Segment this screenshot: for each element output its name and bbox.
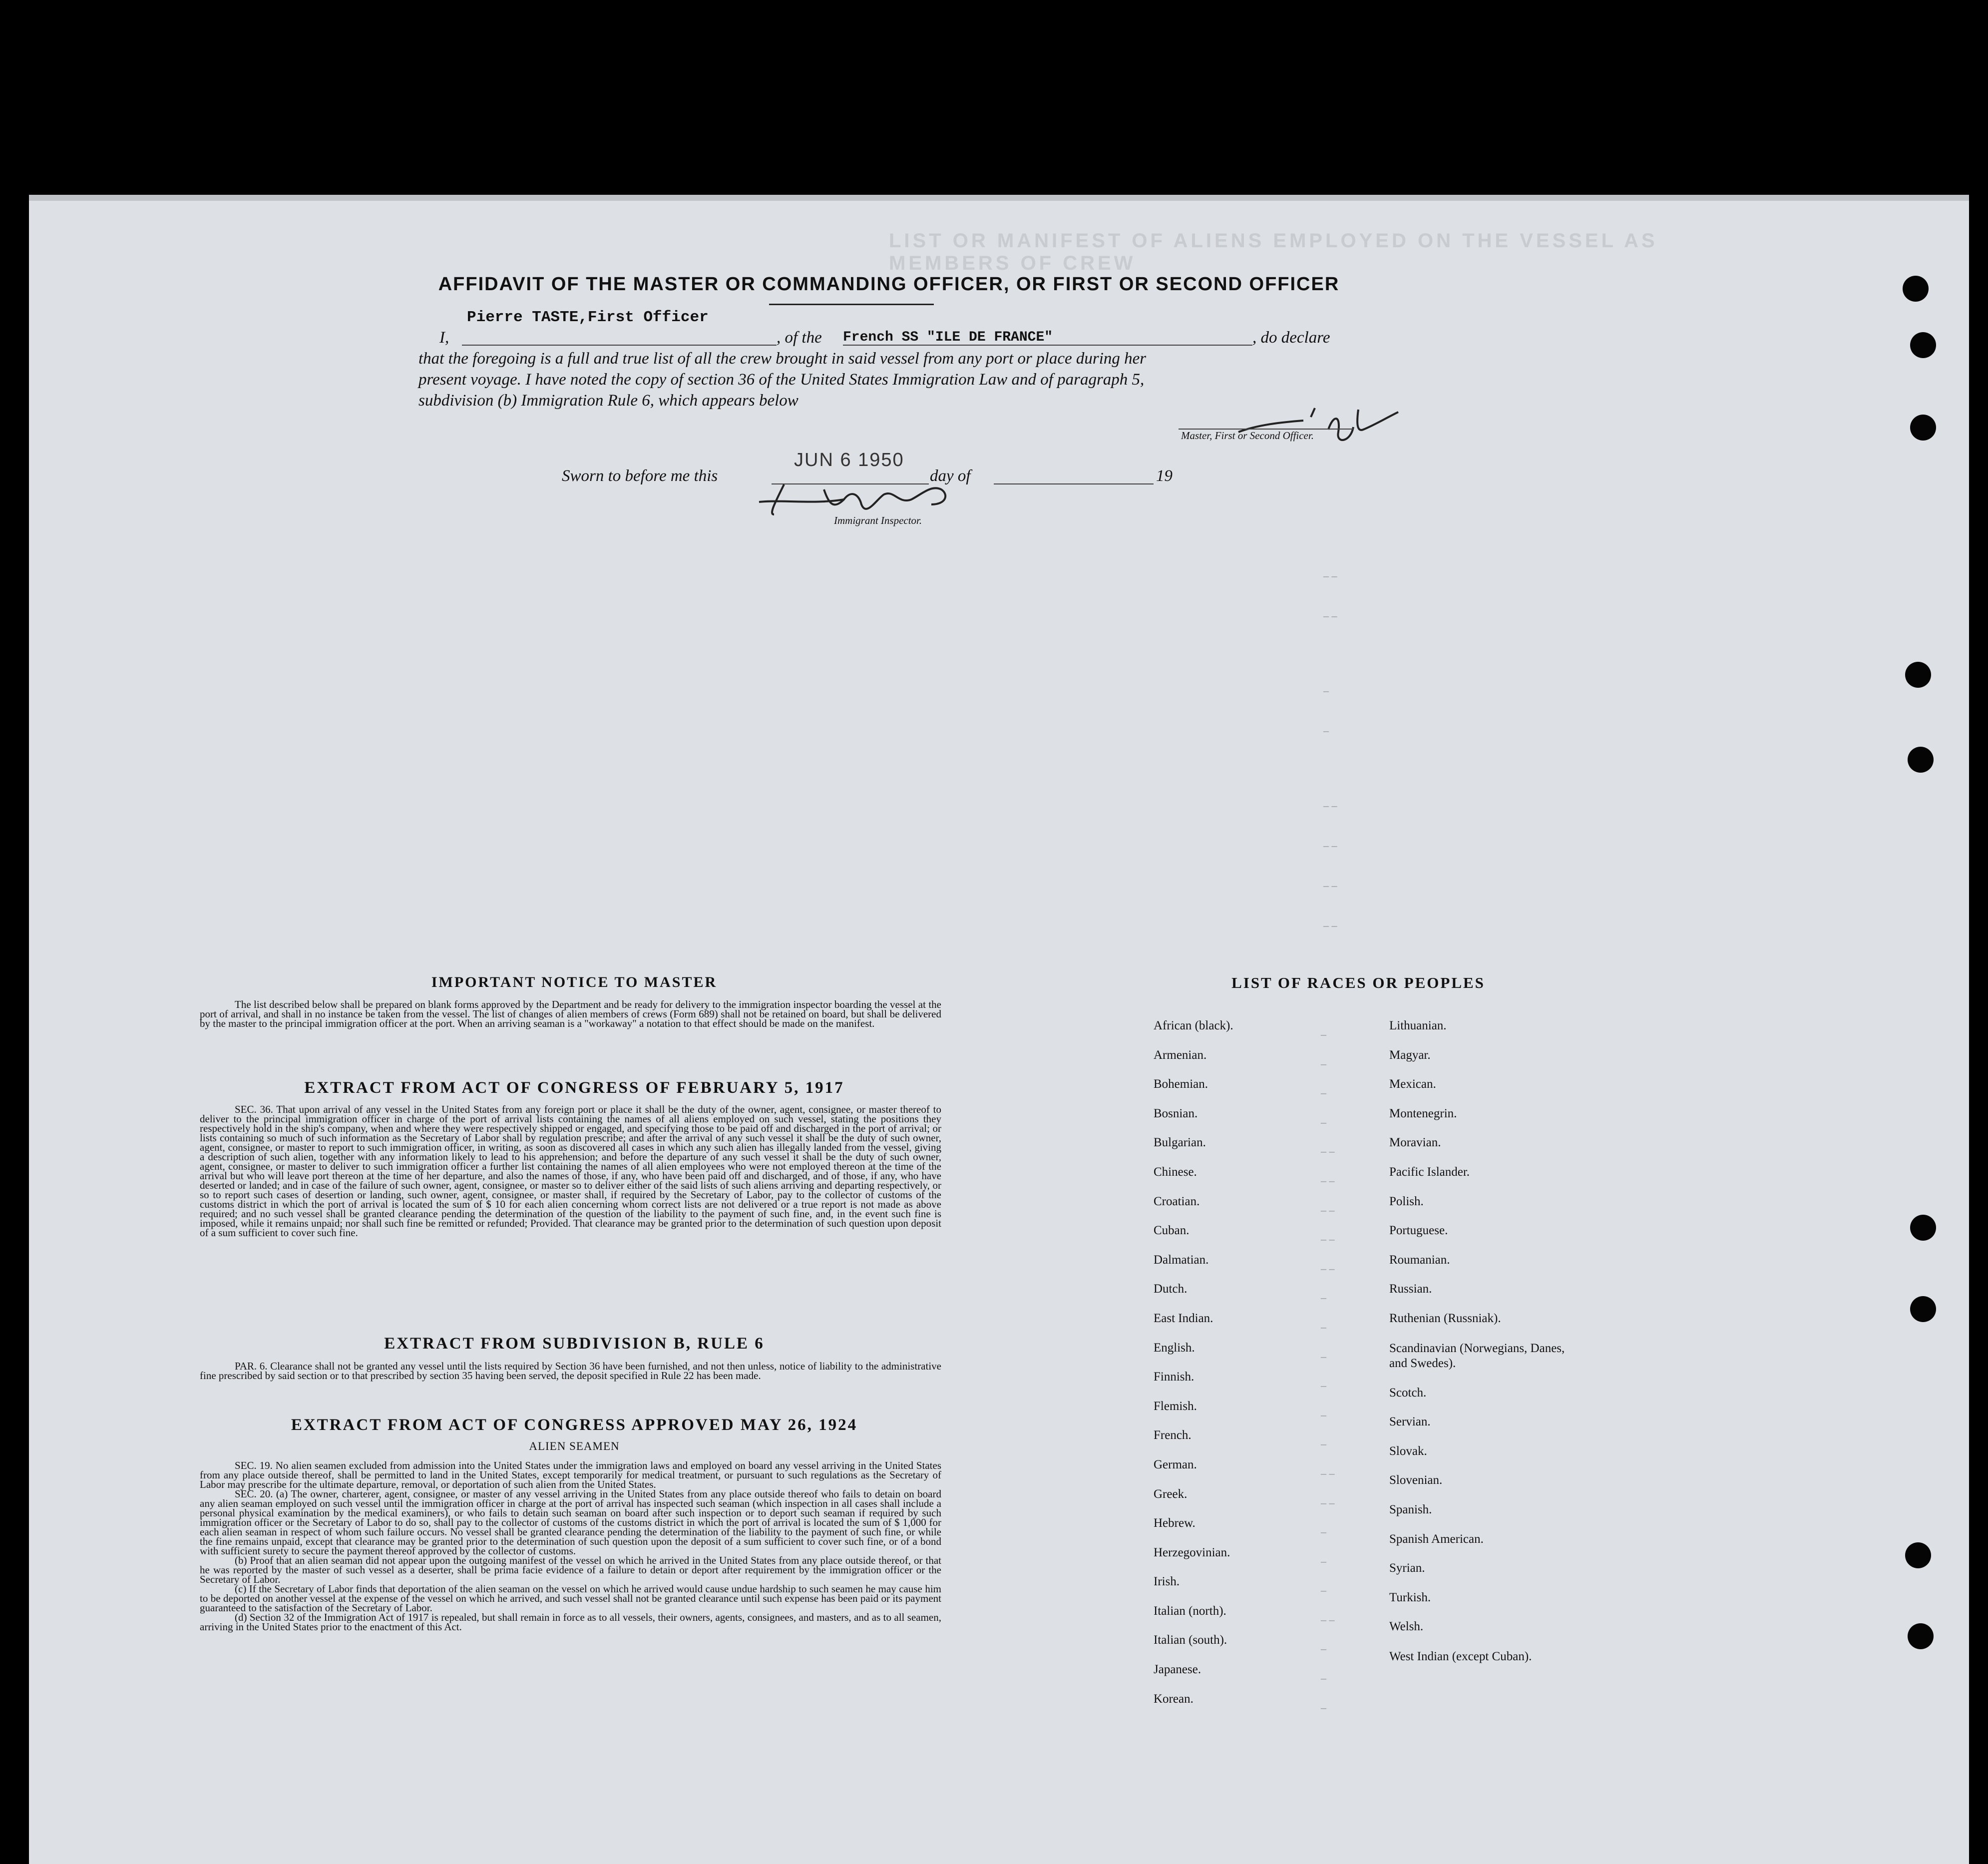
declaration-i: I, bbox=[439, 329, 449, 347]
race-item: Spanish American. bbox=[1389, 1532, 1484, 1546]
title-rule bbox=[769, 304, 934, 305]
race-item: East Indian. bbox=[1154, 1311, 1213, 1325]
race-item: Syrian. bbox=[1389, 1561, 1425, 1575]
notice-title: IMPORTANT NOTICE TO MASTER bbox=[431, 974, 718, 990]
races-title: LIST OF RACES OR PEOPLES bbox=[1231, 974, 1485, 991]
sworn-text: Sworn to before me this bbox=[562, 467, 718, 485]
race-item: Ruthenian (Russniak). bbox=[1389, 1311, 1501, 1325]
race-item: Moravian. bbox=[1389, 1136, 1441, 1150]
column-dash: – – bbox=[1323, 799, 1337, 812]
race-item: Slovak. bbox=[1389, 1444, 1427, 1458]
act-1924-sec-20c: (c) If the Secretary of Labor finds that deportation of the alien seaman on the vessel on which he arrived would cause undue hardship to such seamen he may cause him to be deported on another vessel at the expense of the vessel on which he arrived, and such vessel shall not be granted clearance until such expense has been paid or its payment guaranteed to the satisfaction of the Secretary of Labor. bbox=[200, 1583, 941, 1614]
race-column-dashes: – – – – – – – – – – – – – – – – – – – – – – – – – – – – – – – – bbox=[1321, 1028, 1335, 1714]
officer-name: Pierre TASTE,First Officer bbox=[467, 309, 709, 326]
vessel-blank bbox=[843, 345, 1252, 346]
notice-text: The list described below shall be prepared on blank forms approved by the Department and be ready for delivery to the immigration inspector boarding the vessel at the port of arrival, and shall in no instance be taken from the vessel. The list of changes of alien members of crews (Form 689) shall not be retained on board, but shall be delivered by the master to the principal immigration officer at the port. When an arriving seaman is a "workaway" a notation to that effect should be made on the manifest. bbox=[200, 998, 941, 1029]
name-blank bbox=[462, 345, 777, 346]
race-item: Italian (north). bbox=[1154, 1604, 1226, 1618]
race-item: Montenegrin. bbox=[1389, 1106, 1457, 1120]
act-1924-title: EXTRACT FROM ACT OF CONGRESS APPROVED MAY 26, 1924 bbox=[291, 1416, 858, 1434]
act-1924-sec-20a: SEC. 20. (a) The owner, charterer, agent, consignee, or master of any vessel arriving in the United States from any place outside thereof who fails to detain on board any alien seaman employed on such vessel until the immigration officer in charge at the port of arrival has inspected such seaman (which inspection in all cases shall include a personal physical examination by the medical examiners), or who fails to detain such seaman on board after such inspection or to deport such seaman if required by such immigration officer or the Secretary of Labor to do so, shall pay to the collector of customs of the customs district in which the port of arrival is located the sum of $ 1,000 for each alien seaman in respect of whom such failure occurs. No vessel shall be granted clearance pending the determination of the liability to the payment of such fine, or while the fine remains unpaid, except that clearance may be granted prior to the determination of such question upon the deposit of a sum sufficient to cover such fine, or of a bond with sufficient surety to secure the payment thereof approved by the collector of customs. bbox=[200, 1488, 941, 1557]
column-dash: – – bbox=[1323, 569, 1337, 582]
act-1917-text: SEC. 36. That upon arrival of any vessel in the United States from any foreign port or place it shall be the duty of the owner, agent, consignee, or master thereof to deliver to the principal immigration officer in charge of the port of arrival lists containing the names of all aliens employed on such vessel, stating the positions they respectively hold in the ship's company, when and where they were respectively shipped or engaged, and specifying those to be paid off and discharged in the port of arrival; or lists containing so much of such information as the Secretary of Labor shall by regulation prescribe; and after the arrival of any such vessel it shall be the duty of such owner, agent, consignee, or master to report to such immigration officer, in writing, as soon as discovered all cases in which any such alien has illegally landed from the vessel, giving a description of such alien, together with any information likely to lead to his apprehension; and before the departure of any such vessel it shall be the duty of such owner, agent, consignee, or master to deliver to such immigration officer a further list containing the names of all alien employees who were not employed thereon at the time of the arrival but who will leave port thereon at the time of her departure, and also the names of those, if any, who have been paid off and discharged, and of those, if any, who have deserted or landed; and in case of the failure of such owner, agent, consignee, or master so to deliver either of the said lists of such aliens arriving and departing respectively, or so to report such cases of desertion or landing, such owner, agent, consignee, or master shall, if required by the Secretary of Labor, pay to the collector of customs of the customs district in which the port of arrival is located the sum of $ 10 for each alien concerning whom correct lists are not delivered or a true report is not made as above required; and no such vessel shall be granted clearance pending the determination of the question of the liability to the payment of such fine, and, in the event such fine is imposed, while it remains unpaid; nor shall such fine be remitted or refunded; Provided. That clearance may be granted prior to the determination of such question upon deposit of a sum sufficient to cover such fine. bbox=[200, 1103, 941, 1239]
sworn-day-of: day of bbox=[930, 467, 971, 485]
rule-6-title: EXTRACT FROM SUBDIVISION B, RULE 6 bbox=[384, 1335, 765, 1353]
column-dash: – – bbox=[1323, 609, 1337, 622]
declaration-of-the: , of the bbox=[777, 329, 822, 347]
race-item: Spanish. bbox=[1389, 1502, 1432, 1516]
race-item: Pacific Islander. bbox=[1389, 1165, 1470, 1179]
race-item: Greek. bbox=[1154, 1487, 1188, 1501]
punch-hole bbox=[1908, 747, 1934, 773]
race-item: English. bbox=[1154, 1341, 1195, 1355]
race-item: Scotch. bbox=[1389, 1386, 1427, 1399]
race-item: Mexican. bbox=[1389, 1077, 1436, 1091]
race-item: Armenian. bbox=[1154, 1048, 1207, 1062]
column-dash: – – bbox=[1323, 919, 1337, 932]
declaration-line-2: that the foregoing is a full and true list of all the crew brought in said vessel from any port or place during her bbox=[418, 350, 1147, 368]
race-item: Bosnian. bbox=[1154, 1106, 1198, 1120]
punch-hole bbox=[1908, 1623, 1934, 1649]
punch-hole bbox=[1903, 276, 1929, 302]
bleed-through-title: LIST OR MANIFEST OF ALIENS EMPLOYED ON THE VESSEL AS MEMBERS OF CREW bbox=[889, 230, 1658, 274]
punch-hole bbox=[1905, 1542, 1931, 1568]
race-item: Welsh. bbox=[1389, 1620, 1424, 1634]
races-right-column bbox=[1389, 1019, 1569, 1684]
race-item: Roumanian. bbox=[1389, 1253, 1450, 1267]
punch-hole bbox=[1905, 662, 1931, 688]
race-item: Flemish. bbox=[1154, 1399, 1197, 1413]
race-item: Dutch. bbox=[1154, 1282, 1188, 1296]
race-item: Bohemian. bbox=[1154, 1077, 1208, 1091]
race-item: Polish. bbox=[1389, 1194, 1424, 1208]
act-1924-subtitle: ALIEN SEAMEN bbox=[529, 1440, 620, 1452]
act-1924-text bbox=[200, 1461, 941, 1632]
race-item: Italian (south). bbox=[1154, 1633, 1227, 1647]
race-item: Russian. bbox=[1389, 1282, 1432, 1296]
punch-hole bbox=[1910, 1296, 1936, 1322]
date-stamp: JUN 6 1950 bbox=[794, 450, 904, 470]
declaration-do-declare: , do declare bbox=[1252, 329, 1330, 347]
column-dash: – – bbox=[1323, 839, 1337, 852]
race-item: Chinese. bbox=[1154, 1165, 1197, 1179]
act-1917-title: EXTRACT FROM ACT OF CONGRESS OF FEBRUARY 5, 1917 bbox=[304, 1079, 844, 1097]
sworn-year: 19 bbox=[1156, 467, 1173, 485]
race-item: Portuguese. bbox=[1389, 1224, 1448, 1238]
act-1924-sec-20d: (d) Section 32 of the Immigration Act of 1917 is repealed, but shall remain in force as to all vessels, their owners, agents, consignees, and masters, and as to all seamen, arriving in the United States prior to the enactment of this Act. bbox=[200, 1611, 941, 1633]
race-item: Herzegovinian. bbox=[1154, 1545, 1230, 1559]
vessel-name: French SS "ILE DE FRANCE" bbox=[843, 330, 1053, 345]
race-item: Hebrew. bbox=[1154, 1516, 1195, 1530]
column-dash: – bbox=[1323, 684, 1329, 697]
declaration-line-3: present voyage. I have noted the copy of section 36 of the United States Immigration Law and of paragraph 5, bbox=[418, 371, 1145, 389]
race-item: Turkish. bbox=[1389, 1590, 1431, 1604]
race-item: Bulgarian. bbox=[1154, 1136, 1206, 1150]
race-item: Servian. bbox=[1389, 1415, 1431, 1429]
race-item: Cuban. bbox=[1154, 1224, 1190, 1238]
race-item: German. bbox=[1154, 1457, 1197, 1471]
officer-signature bbox=[1228, 395, 1408, 460]
race-item: African (black). bbox=[1154, 1019, 1233, 1032]
inspector-caption: Immigrant Inspector. bbox=[834, 514, 922, 526]
race-item: Irish. bbox=[1154, 1575, 1180, 1589]
punch-hole bbox=[1910, 332, 1936, 358]
act-1924-sec-20b: (b) Proof that an alien seaman did not appear upon the outgoing manifest of the vessel on which he arrived in the United States from any place outside thereof, or that he was reported by the master of such vessel as a deserter, shall be prima facie evidence of a failure to detain or deport after requirement by the immigration officer or the Secretary of Labor. bbox=[200, 1554, 941, 1585]
rule-6-text: PAR. 6. Clearance shall not be granted any vessel until the lists required by Section 36 have been furnished, and not then unless, notice of liability to the administrative fine prescribed by said section or to that prescribed by section 35 having been served, the deposit specified in Rule 22 has been made. bbox=[200, 1360, 941, 1382]
race-item: French. bbox=[1154, 1428, 1192, 1442]
race-item: Slovenian. bbox=[1389, 1473, 1443, 1487]
sheet-top-edge bbox=[29, 195, 1969, 201]
punch-hole bbox=[1910, 415, 1936, 441]
race-item: Dalmatian. bbox=[1154, 1253, 1209, 1267]
affidavit-title: AFFIDAVIT OF THE MASTER OR COMMANDING OFFICER, OR FIRST OR SECOND OFFICER bbox=[438, 274, 1340, 295]
signature-caption: Master, First or Second Officer. bbox=[1181, 430, 1314, 442]
race-item: Finnish. bbox=[1154, 1370, 1194, 1384]
race-item: Korean. bbox=[1154, 1692, 1193, 1706]
race-item: Lithuanian. bbox=[1389, 1019, 1447, 1032]
column-dash: – bbox=[1323, 724, 1329, 737]
race-item: West Indian (except Cuban). bbox=[1389, 1649, 1532, 1663]
races-left-column bbox=[1154, 1019, 1318, 1721]
punch-hole bbox=[1910, 1215, 1936, 1241]
race-item: Croatian. bbox=[1154, 1194, 1200, 1208]
race-item: Magyar. bbox=[1389, 1048, 1431, 1062]
race-item: Japanese. bbox=[1154, 1663, 1201, 1677]
declaration-line-4: subdivision (b) Immigration Rule 6, which appears below bbox=[418, 392, 798, 410]
race-item: Scandinavian (Norwegians, Danes, and Swedes). bbox=[1389, 1341, 1565, 1370]
column-dash: – – bbox=[1323, 879, 1337, 892]
act-1924-sec-19: SEC. 19. No alien seamen excluded from admission into the United States under the immigration laws and employed on board any vessel arriving in the United States from any place outside thereof, shall be permitted to land in the United States, except temporarily for medical treatment, or pursuant to such regulations as the Secretary of Labor may prescribe for the ultimate departure, removal, or deportation of such alien from the United States. bbox=[200, 1459, 941, 1490]
inspector-signature bbox=[754, 474, 1034, 519]
